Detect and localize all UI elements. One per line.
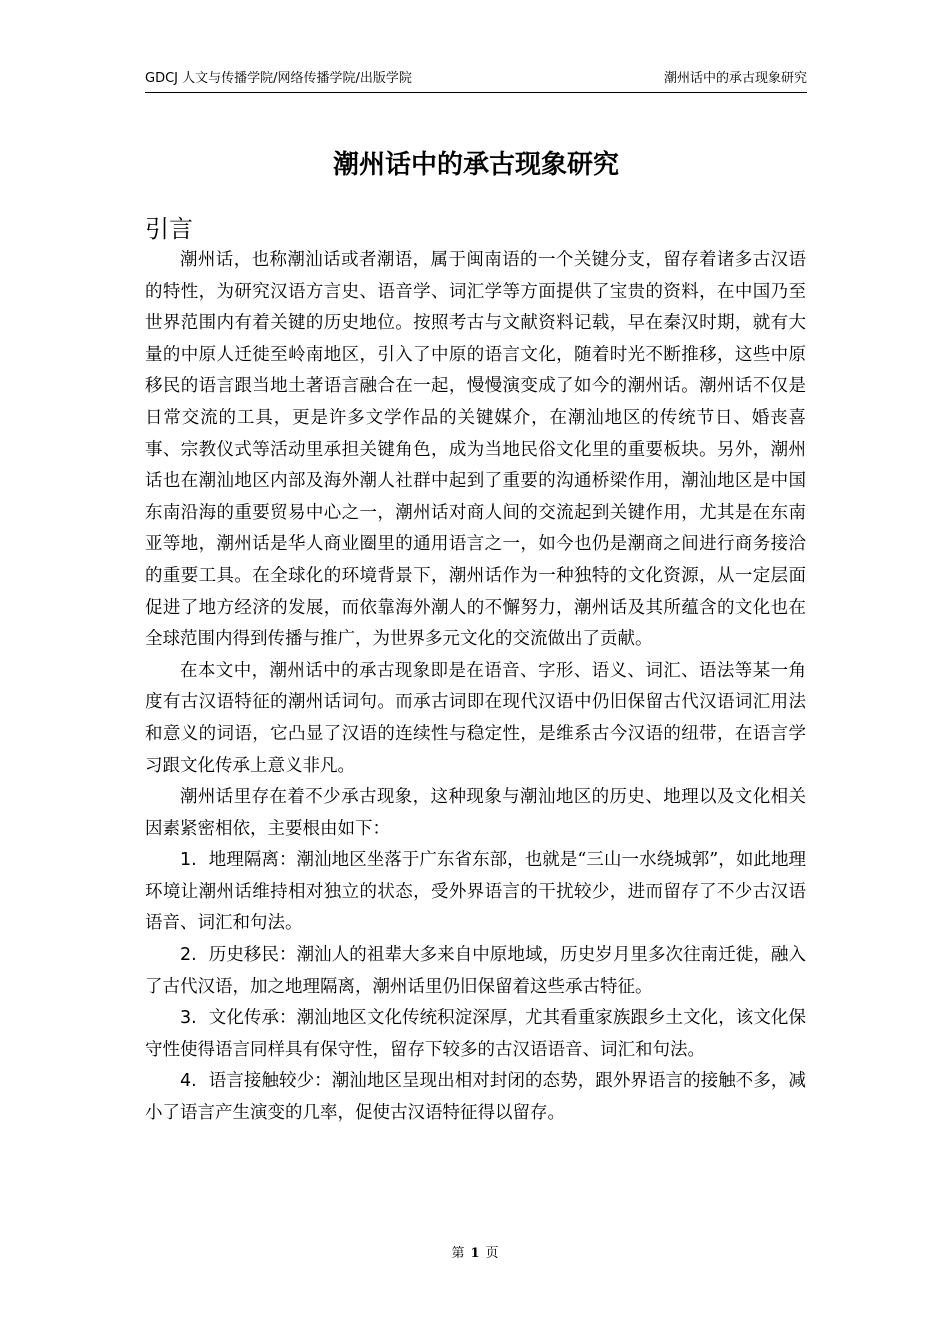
list-item (145, 1066, 806, 1129)
list-number: 3. (180, 1008, 197, 1029)
document-body (145, 245, 806, 1130)
list-text: 历史移民：潮汕人的祖辈大多来自中原地域，历史岁月里多次往南迁徙，融入了古代汉语，加之地理隔离，潮州话里仍旧保留着这些承古特征。 (145, 945, 806, 997)
header-institution: GDCJ 人文与传播学院/网络传播学院/出版学院 (145, 71, 412, 86)
body-paragraph: 潮州话，也称潮汕话或者潮语，属于闽南语的一个关键分支，留存着诸多古汉语的特性，为研究汉语方言史、语音学、词汇学等方面提供了宝贵的资料，在中国乃至世界范围内有着关键的历史地位。按照考古与文献资料记载，早在秦汉时期，就有大量的中原人迁徙至岭南地区，引入了中原的语言文化，随着时光不断推移，这些中原移民的语言跟当地土著语言融合在一起，慢慢演变成了如今的潮州话。潮州话不仅是日常交流的工具，更是许多文学作品的关键媒介，在潮汕地区的传统节日、婚丧喜事、宗教仪式等活动里承担关键角色，成为当地民俗文化里的重要板块。另外，潮州话也在潮汕地区内部及海外潮人社群中起到了重要的沟通桥梁作用，潮汕地区是中国东南沿海的重要贸易中心之一，潮州话对商人间的交流起到关键作用，尤其是在东南亚等地，潮州话是华人商业圈里的通用语言之一，如今也仍是潮商之间进行商务接洽的重要工具。在全球化的环境背景下，潮州话作为一种独特的文化资源，从一定层面促进了地方经济的发展，而依靠海外潮人的不懈努力，潮州话及其所蕴含的文化也在全球范围内得到传播与推广，为世界多元文化的交流做出了贡献。 (145, 250, 806, 650)
page-header (145, 70, 807, 92)
body-paragraph: 潮州话里存在着不少承古现象，这种现象与潮汕地区的历史、地理以及文化相关因素紧密相依，主要根由如下： (145, 787, 806, 839)
body-paragraph: 在本文中，潮州话中的承古现象即是在语音、字形、语义、词汇、语法等某一角度有古汉语特征的潮州话词句。而承古词即在现代汉语中仍旧保留古代汉语词汇用法和意义的词语，它凸显了汉语的连续性与稳定性，是维系古今汉语的纽带，在语言学习跟文化传承上意义非凡。 (145, 660, 806, 776)
page-number: 1 (470, 1246, 480, 1261)
list-item (145, 1003, 806, 1066)
list-text: 语言接触较少：潮汕地区呈现出相对封闭的态势，跟外界语言的接触不多，减小了语言产生演变的几率，促使古汉语特征得以留存。 (145, 1071, 806, 1124)
page-title: 潮州话中的承古现象研究 (332, 150, 619, 180)
header-doc-title: 潮州话中的承古现象研究 (663, 71, 807, 86)
list-number: 4. (180, 1071, 197, 1092)
list-number: 2. (180, 945, 197, 966)
footer-prefix: 第 (451, 1246, 465, 1261)
list-number: 1. (180, 850, 197, 871)
list-item (145, 940, 806, 1003)
footer-suffix: 页 (485, 1246, 499, 1261)
list-item (145, 845, 806, 940)
page-footer (0, 1245, 950, 1263)
list-text: 文化传承：潮汕地区文化传统积淀深厚，尤其看重家族跟乡土文化，该文化保守性使得语言同样具有保守性，留存下较多的古汉语语音、词汇和句法。 (145, 1008, 806, 1060)
list-text: 地理隔离：潮汕地区坐落于广东省东部，也就是“三山一水绕城郭”，如此地理环境让潮州话维持相对独立的状态，受外界语言的干扰较少，进而留存了不少古汉语语音、词汇和句法。 (145, 850, 806, 934)
header-divider (145, 92, 807, 93)
section-heading: 引言 (145, 215, 193, 243)
